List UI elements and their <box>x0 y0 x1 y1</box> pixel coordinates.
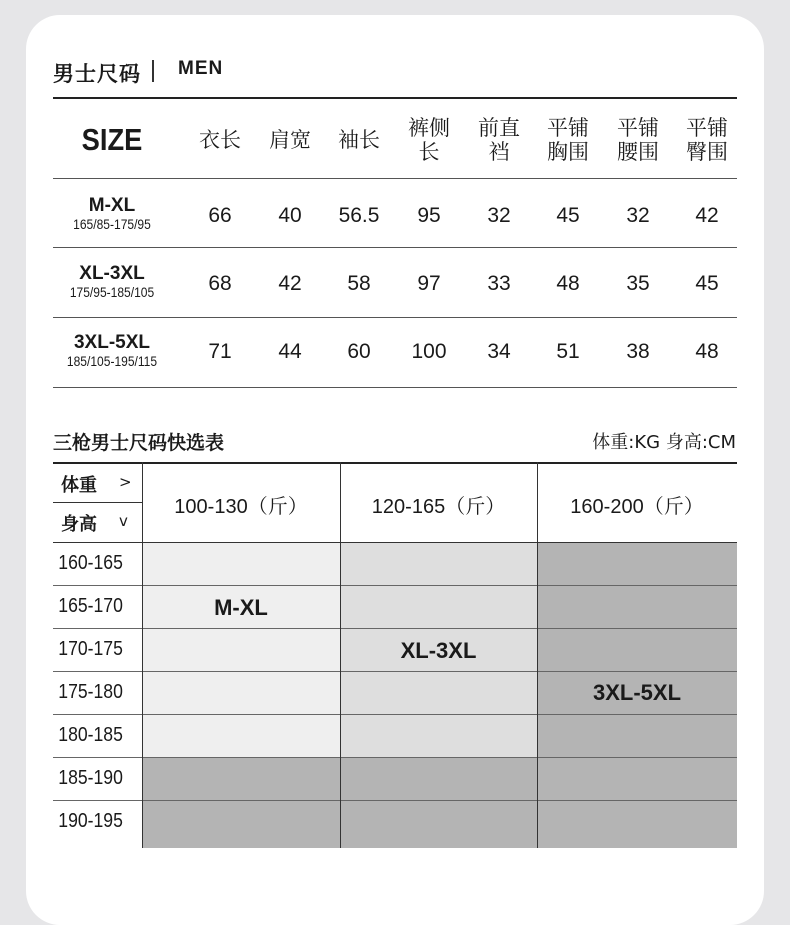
grid-row-rule <box>53 585 737 586</box>
value-cell: 66 <box>208 204 232 227</box>
header-rule <box>53 178 737 179</box>
value-cell: 32 <box>626 204 650 227</box>
value-cell: 48 <box>695 340 719 363</box>
col-header-front-rise: 前直 裆 <box>478 116 520 164</box>
down-arrow-icon: v <box>119 512 128 530</box>
weight-range-header: 160-200（斤） <box>570 496 704 518</box>
grid-row-rule <box>53 714 737 715</box>
value-cell: 60 <box>347 340 371 363</box>
size-tag-xl-3xl: XL-3XL <box>400 638 477 663</box>
col-header-chest: 平铺 胸围 <box>547 116 589 164</box>
value-cell: 58 <box>347 272 371 295</box>
value-cell: 51 <box>556 340 580 363</box>
height-range-label: 175-180 <box>58 681 123 703</box>
value-cell: 45 <box>556 204 580 227</box>
section-title-en: MEN <box>178 58 224 79</box>
grid-row-rule <box>53 800 737 801</box>
col-header-shoulder: 肩宽 <box>269 128 311 152</box>
shade-m-xl-zone <box>142 542 340 757</box>
size-row-label: 3XL-5XL 185/105-195/115 <box>66 332 158 369</box>
value-cell: 44 <box>278 340 302 363</box>
value-cell: 42 <box>278 272 302 295</box>
value-cell: 42 <box>695 204 719 227</box>
value-cell: 35 <box>626 272 650 295</box>
value-cell: 68 <box>208 272 232 295</box>
grid-row-rule <box>53 757 737 758</box>
size-column-header: SIZE <box>81 122 143 157</box>
height-range-label: 190-195 <box>58 810 123 832</box>
table-bottom-rule <box>53 387 737 388</box>
section-title-cn: 男士尺码 <box>53 62 141 86</box>
grid-row-rule <box>53 671 737 672</box>
value-cell: 33 <box>487 272 511 295</box>
weight-range-header: 120-165（斤） <box>371 496 506 518</box>
size-row-label: M-XL 165/85-175/95 <box>73 195 151 232</box>
value-cell: 40 <box>278 204 302 227</box>
quick-select-title: 三枪男士尺码快选表 <box>53 432 225 454</box>
corner-height-label: 身高 <box>61 514 97 535</box>
col-header-hip: 平铺 臀围 <box>686 116 728 164</box>
value-cell: 95 <box>417 204 441 227</box>
corner-weight-label: 体重 <box>61 475 97 496</box>
title-divider <box>152 60 154 82</box>
grid-header-rule <box>53 542 737 543</box>
col-header-pant-side: 裤侧 长 <box>408 116 450 164</box>
corner-divider <box>53 502 142 503</box>
unit-note: 体重:KG 身高:CM <box>592 432 736 453</box>
quick-select-grid <box>53 462 737 848</box>
col-header-length: 衣长 <box>199 128 241 152</box>
height-range-label: 170-175 <box>58 638 123 660</box>
col-header-waist: 平铺 腰围 <box>617 116 659 164</box>
value-cell: 71 <box>208 340 232 363</box>
grid-col-rule <box>142 462 143 848</box>
height-range-label: 160-165 <box>58 552 123 574</box>
value-cell: 32 <box>487 204 511 227</box>
row-rule <box>53 247 737 248</box>
grid-col-rule <box>537 462 538 848</box>
table-top-rule <box>53 97 737 99</box>
height-range-label: 165-170 <box>58 595 123 617</box>
weight-range-header: 100-130（斤） <box>174 496 308 518</box>
grid-top-rule <box>53 462 737 464</box>
size-row-label: XL-3XL 175/95-185/105 <box>69 263 155 300</box>
value-cell: 100 <box>411 340 447 363</box>
height-range-label: 180-185 <box>58 724 123 746</box>
value-cell: 45 <box>695 272 719 295</box>
size-tag-m-xl: M-XL <box>214 595 268 620</box>
col-header-sleeve: 袖长 <box>338 128 380 152</box>
height-range-label: 185-190 <box>58 767 123 789</box>
value-cell: 56.5 <box>338 204 380 227</box>
grid-row-rule <box>53 628 737 629</box>
value-cell: 38 <box>626 340 650 363</box>
value-cell: 34 <box>487 340 511 363</box>
row-rule <box>53 317 737 318</box>
value-cell: 97 <box>417 272 441 295</box>
value-cell: 48 <box>556 272 580 295</box>
size-tag-3xl-5xl: 3XL-5XL <box>592 680 682 705</box>
right-arrow-icon: > <box>119 473 132 491</box>
